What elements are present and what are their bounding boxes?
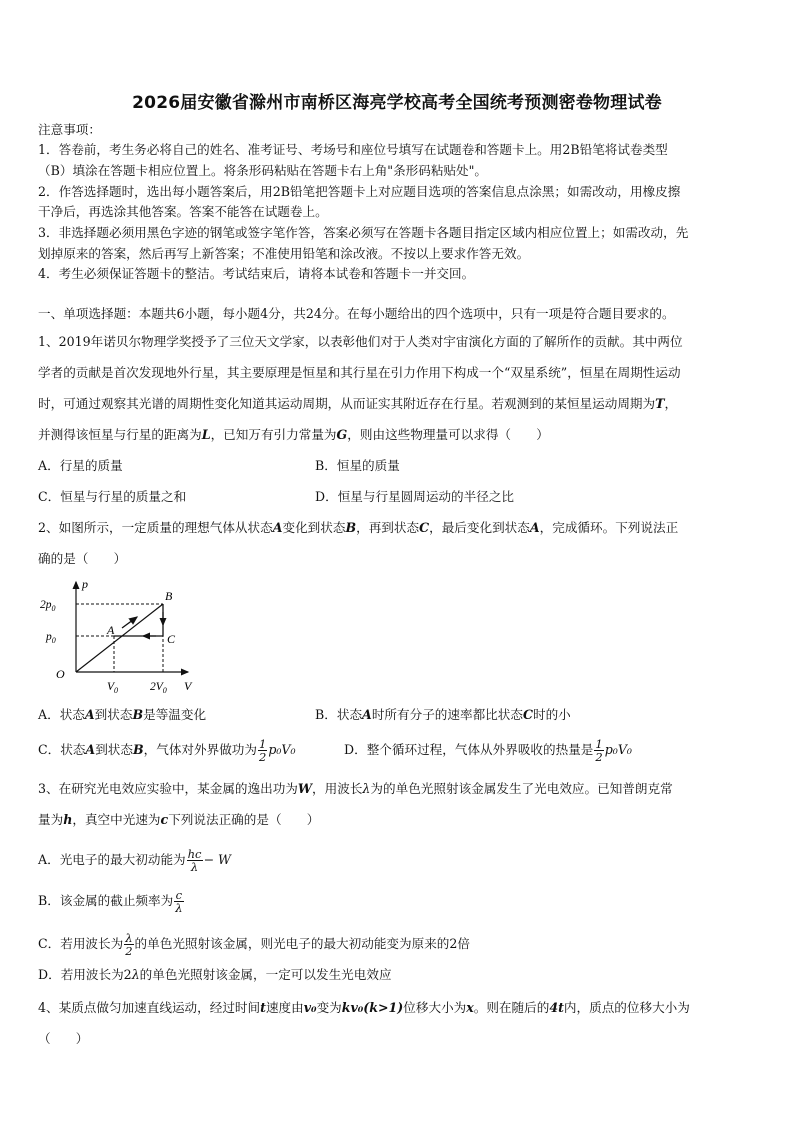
section-heading: 一、单项选择题：本题共6小题，每小题4分，共24分。在每小题给出的四个选项中，只有一项是符合题目要求的。 [38,306,675,321]
q2-option-d: D．整个循环过程，气体从外界吸收的热量是 $\frac{1}{2}$ p₀V₀ [344,737,632,764]
q1-option-b: B．恒星的质量 [315,458,400,473]
point-label-a: A [107,623,115,637]
point-label-b: B [165,589,173,603]
q1-line-1: 1、2019年诺贝尔物理学奖授予了三位天文学家，以表彰他们对于人类对宇宙演化方面的了解所作的贡献。其中两位 [38,334,683,349]
point-label-c: C [167,632,176,646]
q4-line-1: 4、某质点做匀加速直线运动，经过时间t速度由v₀变为kv₀(k>1)位移大小为x。则在随后的4t内，质点的位移大小为 [38,1000,690,1015]
axis-label-p: p [82,577,88,591]
tick-p0: $p_0$ [46,631,56,645]
q3-option-b: B．该金属的截止频率为 $\frac{c}{\lambda}$ [38,888,183,915]
q2-line-2: 确的是（ ） [38,551,127,566]
notice-line-5: 3．非选择题必须用黑色字迹的钢笔或签字笔作答，答案必须写在答题卡各题目指定区域内相应位置上；如需改动，先 [38,225,689,240]
q1-line-4: 并测得该恒星与行星的距离为L，已知万有引力常量为G，则由这些物理量可以求得（ ） [38,427,549,442]
notice-line-1: 1．答卷前，考生务必将自己的姓名、准考证号、考场号和座位号填写在试题卷和答题卡上。用2B铅笔将试卷类型 [38,142,668,157]
q1-line-3: 时，可通过观察其光谱的周期性变化知道其运动周期，从而证实其附近存在行星。若观测到的某恒星运动周期为T， [38,396,678,411]
q2-line-1: 2、如图所示，一定质量的理想气体从状态A变化到状态B，再到状态C，最后变化到状态A，完成循环。下列说法正 [38,520,679,535]
tick-2p0: $2p_0$ [40,599,56,613]
fraction-c-over-lambda: $\frac{c}{\lambda}$ [175,888,183,915]
q1-option-c: C．恒星与行星的质量之和 [38,489,187,504]
pv-diagram [38,572,208,700]
axis-label-v: V [184,679,192,693]
q3-option-c: C．若用波长为 $\frac{\lambda}{2}$ 的单色光照射该金属，则光电子的最大初动能变为原来的2倍 [38,931,470,958]
q3-option-d: D．若用波长为2λ的单色光照射该金属，一定可以发生光电效应 [38,967,392,982]
q3-line-2: 量为h，真空中光速为c下列说法正确的是（ ） [38,812,320,827]
fraction-lambda-over-2: $\frac{\lambda}{2}$ [125,931,133,958]
q2-option-a: A．状态A到状态B是等温变化 [38,707,207,722]
q2-option-b: B．状态A时所有分子的速率都比状态C时的小 [315,707,571,722]
notice-line-3: 2．作答选择题时，选出每小题答案后，用2B铅笔把答题卡上对应题目选项的答案信息点涂黑；如需改动，用橡皮擦 [38,184,681,199]
notice-line-7: 4．考生必须保证答题卡的整洁。考试结束后，请将本试卷和答题卡一并交回。 [38,266,475,281]
fraction-hc-over-lambda: $\frac{hc}{\lambda}$ [187,847,202,874]
fraction-one-half: $\frac{1}{2}$ [595,737,603,764]
tick-2v0: $2V_0$ [150,681,167,695]
notice-line-6: 划掉原来的答案，然后再写上新答案；不准使用铅笔和涂改液。不按以上要求作答无效。 [38,246,530,261]
notice-heading: 注意事项： [38,122,101,137]
fraction-one-half: $\frac{1}{2}$ [258,737,267,764]
origin-label: O [56,667,65,681]
exam-title: 2026届安徽省滁州市南桥区海亮学校高考全国统考预测密卷物理试卷 [132,93,662,113]
q1-option-a: A．行星的质量 [38,458,123,473]
q1-option-d: D．恒星与行星圆周运动的半径之比 [315,489,515,504]
notice-line-2: （B）填涂在答题卡相应位置上。将条形码粘贴在答题卡右上角"条形码粘贴处"。 [38,163,488,178]
tick-v0: $V_0$ [107,681,119,695]
q2-option-c: C．状态A到状态B，气体对外界做功为 $\frac{1}{2}$ p₀V₀ [38,737,296,764]
q1-line-2: 学者的贡献是首次发现地外行星，其主要原理是恒星和其行星在引力作用下构成一个“双星系统”，恒星在周期性运动 [38,365,681,380]
q3-line-1: 3、在研究光电效应实验中，某金属的逸出功为W，用波长λ为的单色光照射该金属发生了光电效应。已知普朗克常 [38,781,673,796]
notice-line-4: 干净后，再选涂其他答案。答案不能答在试题卷上。 [38,204,328,219]
q4-line-2: （ ） [38,1031,89,1046]
q3-option-a: A．光电子的最大初动能为 $\frac{hc}{\lambda}$ − W [38,847,231,874]
